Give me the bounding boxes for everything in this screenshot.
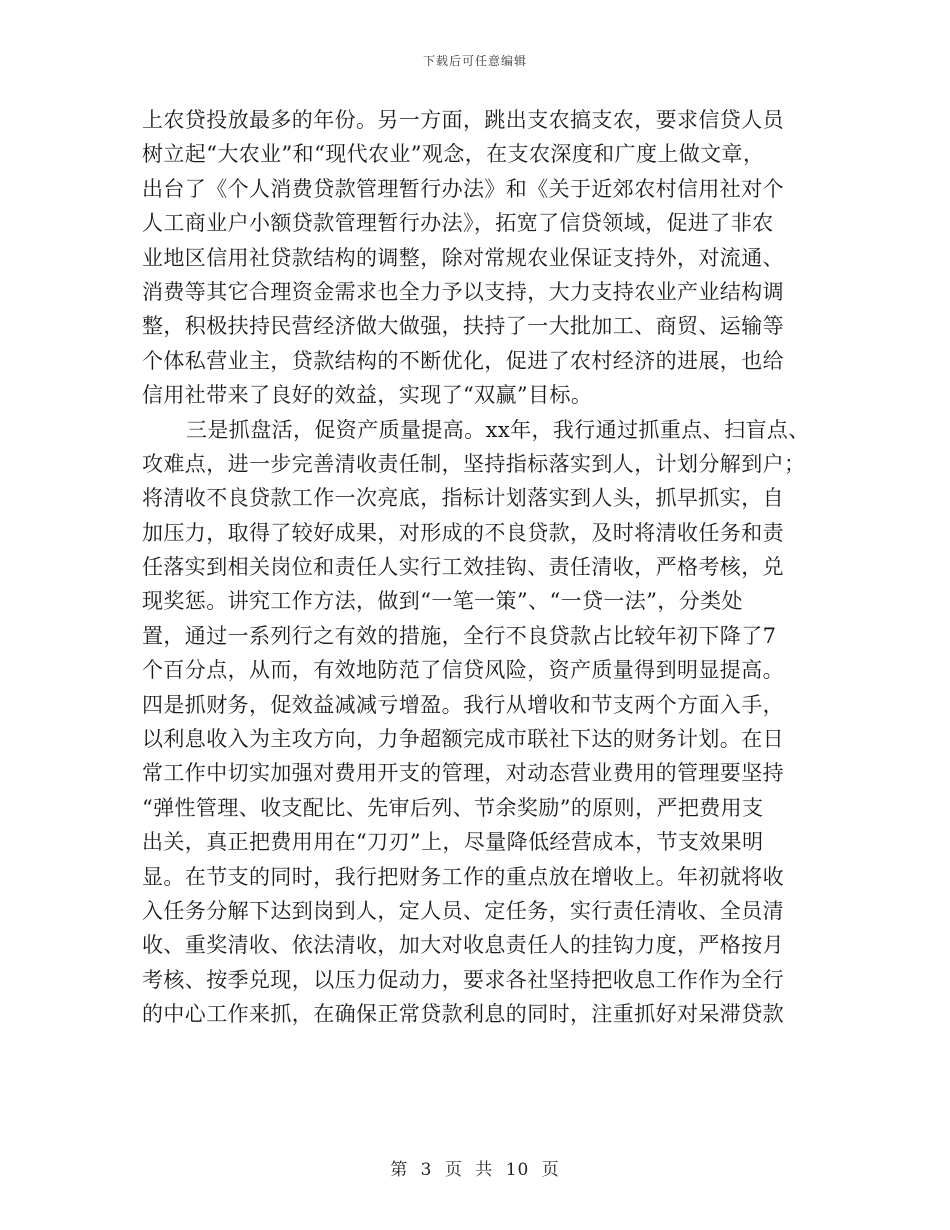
text-line: 考核、按季兑现，以压力促动力，要求各社坚持把收息工作作为全行 (142, 967, 784, 992)
text-line: 置，通过一系列行之有效的措施，全行不良贷款占比较年初下降了7 (142, 623, 777, 648)
text-line: 个体私营业主，贷款结构的不断优化，促进了农村经济的进展，也给 (142, 348, 784, 373)
text-line: 显。在节支的同时，我行把财务工作的重点放在增收上。年初就将收 (142, 864, 784, 889)
text-line: 出台了《个人消费贷款管理暂行办法》和《关于近郊农村信用社对个 (142, 176, 784, 201)
text-line: 信用社带来了良好的效益，实现了“双赢”目标。 (142, 383, 593, 408)
text-line: 出关，真正把费用用在“刀刃”上，尽量降低经营成本，节支效果明 (142, 830, 764, 855)
text-line: 的中心工作来抓，在确保正常贷款利息的同时，注重抓好对呆滞贷款 (142, 1002, 784, 1027)
text-line: 常工作中切实加强对费用开支的管理，对动态营业费用的管理要坚持 (142, 761, 784, 786)
paragraph-start-line: 四是抓财务，促效益减减亏增盈。我行从增收和节支两个方面入手， (142, 692, 784, 717)
text-line: 任落实到相关岗位和责任人实行工效挂钩、责任清收，严格考核，兑 (142, 555, 784, 580)
text-line: 整，积极扶持民营经济做大做强，扶持了一大批加工、商贸、运输等 (142, 314, 784, 339)
text-line: “弹性管理、收支配比、先审后列、节余奖励”的原则，严把费用支 (142, 795, 764, 820)
text-line: 入任务分解下达到岗到人，定人员、定任务，实行责任清收、全员清 (142, 898, 784, 923)
document-body (142, 103, 822, 1032)
text-line: 人工商业户小额贷款管理暂行办法》，拓宽了信贷领域，促进了非农 (142, 211, 774, 236)
text-line: 上农贷投放最多的年份。另一方面，跳出支农搞支农，要求信贷人员 (142, 108, 784, 132)
paragraph-start-line: 三是抓盘活，促资产质量提高。xx年，我行通过抓重点、扫盲点、 (186, 417, 810, 442)
text-line: 将清收不良贷款工作一次亮底，指标计划落实到人头，抓早抓实，自 (142, 486, 784, 511)
page-header-note: 下载后可任意编辑 (422, 54, 527, 68)
text-line: 消费等其它合理资金需求也全力予以支持，大力支持农业产业结构调 (142, 279, 784, 304)
text-line: 加压力，取得了较好成果，对形成的不良贷款，及时将清收任务和责 (142, 520, 784, 545)
text-line: 个百分点，从而，有效地防范了信贷风险，资产质量得到明显提高。 (142, 658, 784, 683)
page-number-footer: 第 3 页 共 10 页 (390, 1160, 560, 1180)
text-line: 收、重奖清收、依法清收，加大对收息责任人的挂钩力度，严格按月 (142, 933, 784, 958)
text-line: 以利息收入为主攻方向，力争超额完成市联社下达的财务计划。在日 (142, 727, 784, 752)
text-line: 业地区信用社贷款结构的调整，除对常规农业保证支持外，对流通、 (142, 245, 784, 270)
text-line: 现奖惩。讲究工作方法，做到“一笔一策”、“一贷一法”，分类处 (142, 589, 743, 614)
text-line: 攻难点，进一步完善清收责任制，坚持指标落实到人，计划分解到户； (142, 451, 806, 476)
text-line: 树立起“大农业”和“现代农业”观念，在支农深度和广度上做文章， (142, 142, 765, 167)
